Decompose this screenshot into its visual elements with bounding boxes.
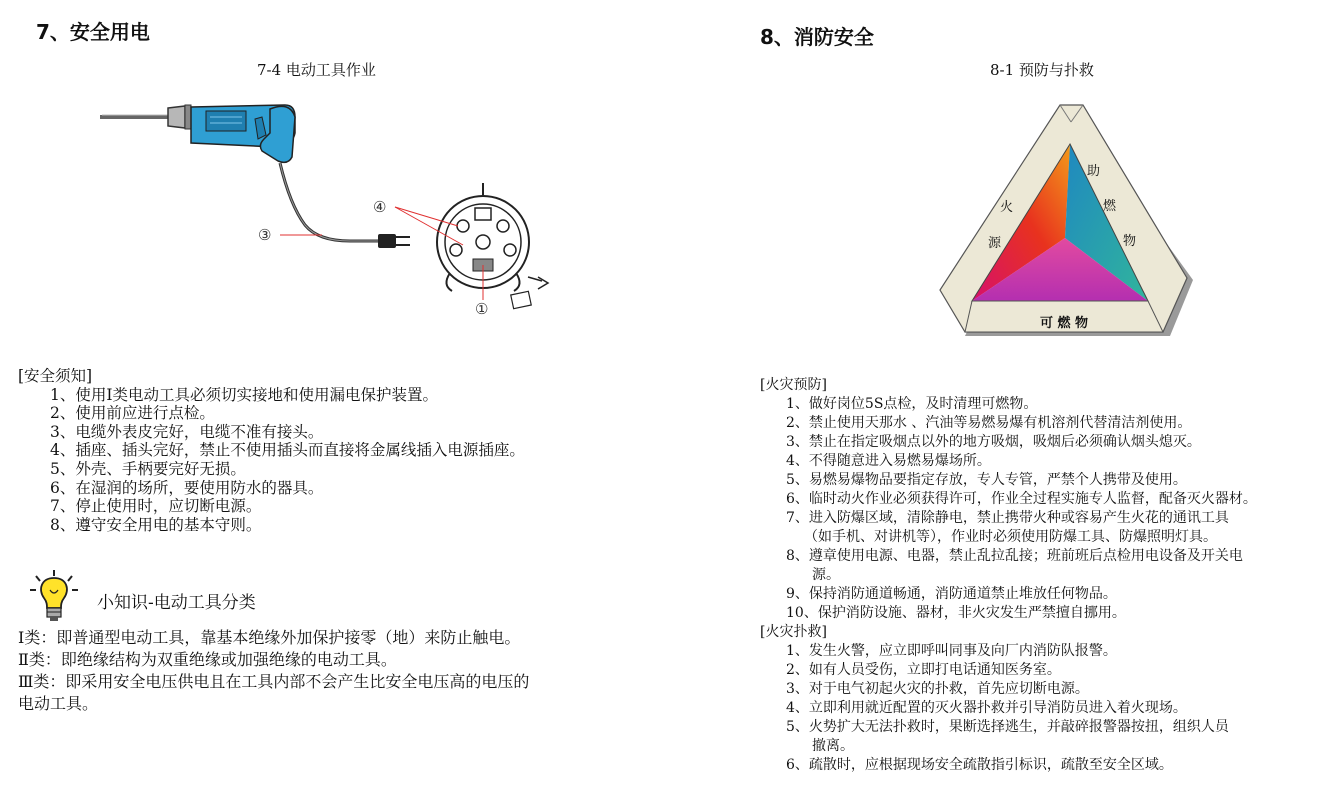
list-item: 1、使用Ⅰ类电动工具必须切实接地和使用漏电保护装置。 xyxy=(50,385,438,404)
list-item: 5、火势扩大无法扑救时，果断选择逃生，并敲碎报警器按扭，组织人员 xyxy=(786,719,1229,735)
list-item: 3、禁止在指定吸烟点以外的地方吸烟，吸烟后必须确认烟头熄灭。 xyxy=(786,434,1201,450)
prevention-title: [火灾预防] xyxy=(760,377,827,393)
power-drill-illustration xyxy=(90,95,590,325)
list-item: 7、进入防爆区域，清除静电，禁止携带火种或容易产生火花的通讯工具 xyxy=(786,510,1229,526)
list-item: 3、电缆外表皮完好，电缆不准有接头。 xyxy=(50,422,324,441)
section-title-electrical: 7、安全用电 xyxy=(36,20,150,44)
list-item: 2、禁止使用天那水 、汽油等易燃易爆有机溶剂代替清洁剂使用。 xyxy=(786,415,1192,431)
list-item: 9、保持消防通道畅通，消防通道禁止堆放任何物品。 xyxy=(786,586,1117,602)
list-item: 1、做好岗位5S点检，及时清理可燃物。 xyxy=(786,396,1038,412)
list-item: 6、在湿润的场所，要使用防水的器具。 xyxy=(50,478,324,497)
list-item-continuation: 源。 xyxy=(812,567,840,583)
list-item: 2、如有人员受伤，立即打电话通知医务室。 xyxy=(786,662,1061,678)
class-item: Ⅲ类：即采用安全电压供电且在工具内部不会产生比安全电压高的电压的 xyxy=(18,672,530,691)
list-item: 6、临时动火作业必须获得许可，作业全过程实施专人监督，配备灭火器材。 xyxy=(786,491,1257,507)
list-item-continuation: （如手机、对讲机等），作业时必须使用防爆工具、防爆照明灯具。 xyxy=(804,529,1217,545)
fuel-label: 可 燃 物 xyxy=(1040,316,1089,331)
section-title-fire: 8、消防安全 xyxy=(760,25,874,49)
list-item: 5、易燃易爆物品要指定存放，专人专管，严禁个人携带及使用。 xyxy=(786,472,1187,488)
list-item-continuation: 撤离。 xyxy=(812,738,854,754)
callout-label-1: ① xyxy=(475,300,489,318)
class-item: Ⅰ类：即普通型电动工具，靠基本绝缘外加保护接零（地）来防止触电。 xyxy=(18,628,521,647)
fire-instructions xyxy=(760,376,1330,775)
tool-classes xyxy=(18,627,658,715)
lightbulb-icon xyxy=(28,568,80,624)
list-item: 6、疏散时，应根据现场安全疏散指引标识，疏散至安全区域。 xyxy=(786,757,1173,773)
list-item: 1、发生火警，应立即呼叫同事及向厂内消防队报警。 xyxy=(786,643,1117,659)
list-item: 4、插座、插头完好，禁止不使用插头而直接将金属线插入电源插座。 xyxy=(50,441,525,460)
safety-notice xyxy=(18,367,658,534)
list-item: 7、停止使用时，应切断电源。 xyxy=(50,497,262,516)
plug xyxy=(378,234,396,248)
safety-notice-title: [安全须知] xyxy=(18,367,93,385)
list-item: 4、立即利用就近配置的灭火器扑救并引导消防员进入着火现场。 xyxy=(786,700,1187,716)
list-item: 8、遵章使用电源、电器，禁止乱拉乱接；班前班后点检用电设备及开关电 xyxy=(786,548,1243,564)
list-item: 8、遵守安全用电的基本守则。 xyxy=(50,515,262,534)
cable-reel xyxy=(437,183,548,309)
subtitle-fire-prevention: 8-1 预防与扑救 xyxy=(990,61,1094,79)
callout-label-4: ④ xyxy=(373,198,387,216)
list-item: 2、使用前应进行点检。 xyxy=(50,404,215,423)
drill-chuck xyxy=(168,106,185,128)
drill-cable xyxy=(280,163,380,241)
subtitle-power-tools: 7-4 电动工具作业 xyxy=(257,61,376,79)
callout-label-3: ③ xyxy=(258,226,272,244)
rescue-title: [火灾扑救] xyxy=(760,624,827,640)
class-item: 电动工具。 xyxy=(18,694,99,713)
list-item: 3、对于电气初起火灾的扑救，首先应切断电源。 xyxy=(786,681,1089,697)
list-item: 4、不得随意进入易燃易爆场所。 xyxy=(786,453,991,469)
fire-triangle-diagram xyxy=(935,100,1200,340)
fire-source-label: 火 源 xyxy=(988,200,1014,251)
oxidizer-label: 助 燃 物 xyxy=(1087,164,1137,249)
tip-title: 小知识-电动工具分类 xyxy=(97,593,256,613)
class-item: Ⅱ类：即绝缘结构为双重绝缘或加强绝缘的电动工具。 xyxy=(18,650,397,669)
list-item: 5、外壳、手柄要完好无损。 xyxy=(50,459,246,478)
list-item: 10、保护消防设施、器材，非火灾发生严禁擅自挪用。 xyxy=(786,605,1126,621)
